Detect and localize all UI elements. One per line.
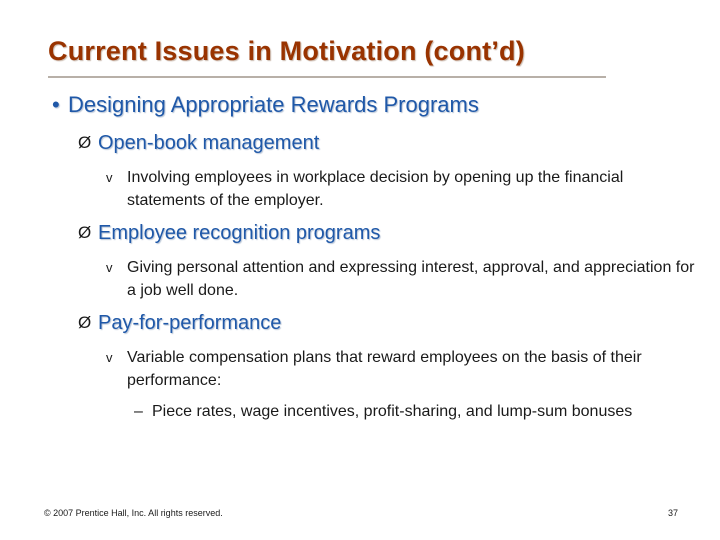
diamond-bullet-icon: v xyxy=(106,170,113,185)
section-detail-text: Giving personal attention and expressing interest, approval, and appreciation for a job well done. xyxy=(127,259,695,299)
arrow-bullet-icon: Ø xyxy=(78,223,92,242)
section-heading-pay-for-performance xyxy=(78,312,281,335)
arrow-bullet-icon: Ø xyxy=(78,133,92,152)
title-underline xyxy=(48,76,606,78)
section-subdetail-pay-for-performance xyxy=(134,400,694,423)
section-detail-open-book xyxy=(106,166,696,212)
copyright-notice: © 2007 Prentice Hall, Inc. All rights reserved. xyxy=(44,508,223,518)
page-number: 37 xyxy=(667,508,678,518)
section-heading-text: Employee recognition programs xyxy=(98,222,381,244)
section-detail-text: Variable compensation plans that reward employees on the basis of their performance: xyxy=(127,349,642,389)
section-heading-recognition xyxy=(78,222,380,245)
section-detail-text: Involving employees in workplace decision by opening up the financial statements of the employer. xyxy=(127,169,624,209)
section-subdetail-text: Piece rates, wage incentives, profit-sharing, and lump-sum bonuses xyxy=(152,403,633,420)
arrow-bullet-icon: Ø xyxy=(78,313,92,332)
slide-title: Current Issues in Motivation (cont’d) xyxy=(48,36,525,66)
section-detail-recognition xyxy=(106,256,696,302)
dash-bullet-icon: – xyxy=(134,403,143,420)
diamond-bullet-icon: v xyxy=(106,260,113,275)
section-heading-text: Pay-for-performance xyxy=(98,312,282,334)
bullet-dot-icon: • xyxy=(52,92,60,117)
section-heading-open-book xyxy=(78,132,319,155)
section-detail-pay-for-performance xyxy=(106,346,696,392)
diamond-bullet-icon: v xyxy=(106,350,113,365)
main-bullet-text: Designing Appropriate Rewards Programs xyxy=(68,92,479,117)
main-bullet xyxy=(52,92,479,118)
section-heading-text: Open-book management xyxy=(98,132,320,154)
